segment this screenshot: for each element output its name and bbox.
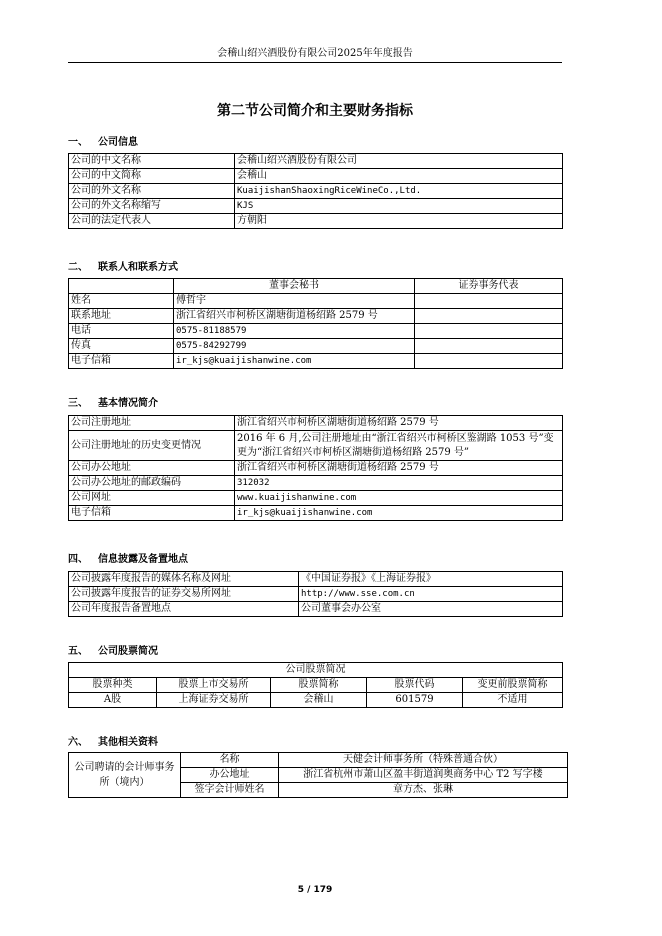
table-cell: 傅哲宇 (174, 294, 415, 309)
table-row (69, 294, 563, 309)
table-row (69, 309, 563, 324)
table-row (69, 354, 563, 369)
section-heading-text: 公司信息 (98, 137, 138, 148)
section-heading-text: 二、 (68, 262, 88, 273)
table-cell: 公司聘请的会计师事务所（境内） (69, 753, 181, 798)
table-row (69, 169, 563, 184)
table-cell: A股 (69, 693, 157, 708)
table-cell: 股票简称 (271, 678, 367, 693)
table-cell: 传真 (69, 339, 174, 354)
table-cell: 股票种类 (69, 678, 157, 693)
table-cell: 浙江省杭州市萧山区盈丰街道润奥商务中心 T2 写字楼 (279, 768, 568, 783)
table-cell: 0575-84292799 (174, 339, 415, 354)
table-row (69, 506, 563, 521)
section-heading-text: 三、 (68, 398, 88, 409)
table-cell (415, 339, 563, 354)
page-number: 5 / 179 (297, 885, 333, 895)
table-cell: 浙江省绍兴市柯桥区湖塘街道杨绍路 2579 号 (174, 309, 415, 324)
table-cell: 电子信箱 (69, 354, 174, 369)
table-cell (415, 354, 563, 369)
table-cell: 601579 (367, 693, 463, 708)
table-row (69, 572, 563, 587)
table-cell: 312032 (235, 476, 563, 491)
table-row (69, 184, 563, 199)
table-row (69, 199, 563, 214)
table-row (69, 678, 563, 693)
table-row (69, 491, 563, 506)
section-heading (68, 733, 158, 748)
table-cell: 办公地址 (181, 768, 279, 783)
table-cell: 上海证券交易所 (157, 693, 271, 708)
company-info-table (68, 153, 563, 229)
table-row (69, 663, 563, 678)
table-cell: KJS (235, 199, 563, 214)
table-cell: http://www.sse.com.cn (299, 587, 563, 602)
table-cell: 会稽山 (271, 693, 367, 708)
table-cell: 公司股票简况 (69, 663, 563, 678)
other-info-table (68, 752, 568, 798)
section-heading (68, 642, 158, 657)
table-row (69, 324, 563, 339)
table-cell: 会稽山绍兴酒股份有限公司 (235, 154, 563, 169)
table-cell: 《中国证券报》《上海证券报》 (299, 572, 563, 587)
table-cell: 公司的外文名称 (69, 184, 235, 199)
table-row (69, 416, 563, 431)
table-cell: www.kuaijishanwine.com (235, 491, 563, 506)
section-heading-text: 公司股票简况 (98, 646, 158, 657)
table-cell: 公司的法定代表人 (69, 214, 235, 229)
table-cell: KuaijishanShaoxingRiceWineCo.,Ltd. (235, 184, 563, 199)
section-heading-text: 基本情况简介 (98, 398, 158, 409)
table-cell: 会稽山 (235, 169, 563, 184)
table-cell: 浙江省绍兴市柯桥区湖塘街道杨绍路 2579 号 (235, 416, 563, 431)
section-heading-text: 其他相关资料 (98, 737, 158, 748)
table-cell: 股票代码 (367, 678, 463, 693)
table-cell: 公司的中文名称 (69, 154, 235, 169)
table-row (69, 587, 563, 602)
table-cell: 0575-81188579 (174, 324, 415, 339)
table-cell: 名称 (181, 753, 279, 768)
table-cell: 股票上市交易所 (157, 678, 271, 693)
table-cell: 电话 (69, 324, 174, 339)
table-cell: 证券事务代表 (415, 279, 563, 294)
table-cell: ir_kjs@kuaijishanwine.com (174, 354, 415, 369)
table-cell: 公司的中文简称 (69, 169, 235, 184)
page-title: 第二节公司简介和主要财务指标 (217, 103, 413, 119)
table-cell (415, 294, 563, 309)
section-heading-text: 一、 (68, 137, 88, 148)
table-cell: 公司董事会办公室 (299, 602, 563, 617)
section-heading (68, 258, 178, 273)
section-heading-text: 四、 (68, 554, 88, 565)
table-cell: 章方杰、张琳 (279, 783, 568, 798)
contact-table (68, 278, 563, 369)
table-cell: 天健会计师事务所（特殊普通合伙） (279, 753, 568, 768)
table-cell: 公司披露年度报告的证券交易所网址 (69, 587, 299, 602)
table-cell: 不适用 (463, 693, 563, 708)
table-cell: 公司的外文名称缩写 (69, 199, 235, 214)
basic-info-table (68, 415, 563, 521)
table-cell: 方朝阳 (235, 214, 563, 229)
table-cell: 董事会秘书 (174, 279, 415, 294)
table-cell: 变更前股票简称 (463, 678, 563, 693)
table-row (69, 154, 563, 169)
table-row (69, 461, 563, 476)
section-heading (68, 133, 138, 148)
table-cell: 2016 年 6 月,公司注册地址由“浙江省绍兴市柯桥区鉴湖路 1053 号”变更为“浙江省绍兴市柯桥区湖塘街道杨绍路 2579 号” (235, 431, 563, 461)
table-cell: 姓名 (69, 294, 174, 309)
table-row (69, 476, 563, 491)
table-cell (415, 324, 563, 339)
table-cell: 浙江省绍兴市柯桥区湖塘街道杨绍路 2579 号 (235, 461, 563, 476)
table-cell: 公司网址 (69, 491, 235, 506)
table-row (69, 602, 563, 617)
section-heading (68, 394, 158, 409)
section-heading-text: 六、 (68, 737, 88, 748)
section-heading-text: 五、 (68, 646, 88, 657)
table-row (69, 279, 563, 294)
table-row (69, 214, 563, 229)
table-cell: 公司办公地址 (69, 461, 235, 476)
table-row (69, 339, 563, 354)
disclosure-table (68, 571, 563, 617)
section-heading-text: 联系人和联系方式 (98, 262, 178, 273)
table-cell: 公司办公地址的邮政编码 (69, 476, 235, 491)
table-cell (415, 309, 563, 324)
table-cell: 公司注册地址 (69, 416, 235, 431)
table-row (69, 693, 563, 708)
table-cell (69, 279, 174, 294)
table-cell: 公司注册地址的历史变更情况 (69, 431, 235, 461)
table-row (69, 753, 568, 768)
table-cell: 电子信箱 (69, 506, 235, 521)
table-row (69, 431, 563, 461)
table-cell: 联系地址 (69, 309, 174, 324)
page-header: 会稽山绍兴酒股份有限公司2025年年度报告 (68, 44, 562, 63)
table-cell: 公司年度报告备置地点 (69, 602, 299, 617)
section-heading (68, 550, 188, 565)
stock-table (68, 662, 563, 708)
table-cell: 公司披露年度报告的媒体名称及网址 (69, 572, 299, 587)
section-heading-text: 信息披露及备置地点 (98, 554, 188, 565)
table-cell: 签字会计师姓名 (181, 783, 279, 798)
table-cell: ir_kjs@kuaijishanwine.com (235, 506, 563, 521)
